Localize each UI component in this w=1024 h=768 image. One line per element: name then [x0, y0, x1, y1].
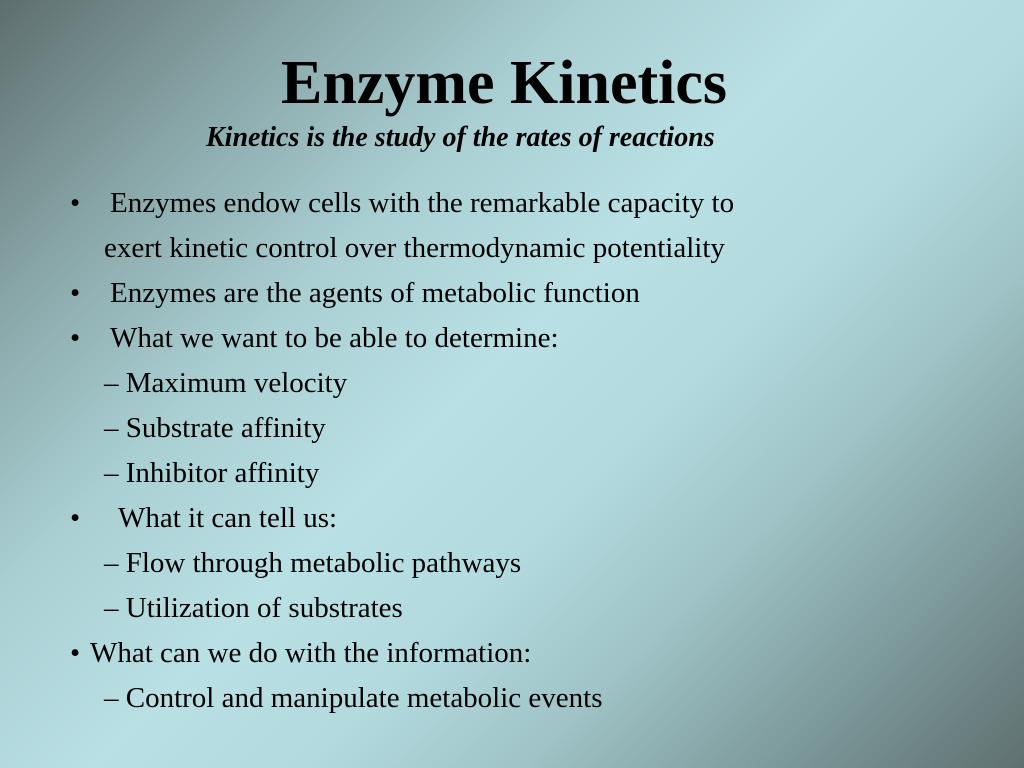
bullet-item: What we want to be able to determine:	[110, 322, 559, 354]
bullet-icon: •	[70, 322, 81, 354]
slide-subtitle: Kinetics is the study of the rates of reactions	[206, 122, 715, 153]
bullet-item: What can we do with the information:	[90, 637, 532, 669]
sub-item: – Flow through metabolic pathways	[104, 547, 522, 579]
bullet-item: What it can tell us:	[118, 502, 338, 534]
bullet-item: Enzymes endow cells with the remarkable capacity to	[110, 187, 735, 219]
bullet-icon: •	[70, 637, 81, 669]
bullet-icon: •	[70, 277, 81, 309]
sub-item: – Substrate affinity	[104, 412, 326, 444]
sub-item: – Inhibitor affinity	[104, 457, 320, 489]
sub-item: – Control and manipulate metabolic events	[104, 682, 603, 714]
bullet-item: Enzymes are the agents of metabolic function	[110, 277, 640, 309]
sub-item: – Maximum velocity	[104, 367, 348, 399]
bullet-item-continuation: exert kinetic control over thermodynamic potentiality	[104, 232, 725, 264]
bullet-icon: •	[70, 187, 81, 219]
sub-item: – Utilization of substrates	[104, 592, 403, 624]
bullet-icon: •	[70, 502, 81, 534]
slide-title: Enzyme Kinetics	[281, 49, 727, 117]
